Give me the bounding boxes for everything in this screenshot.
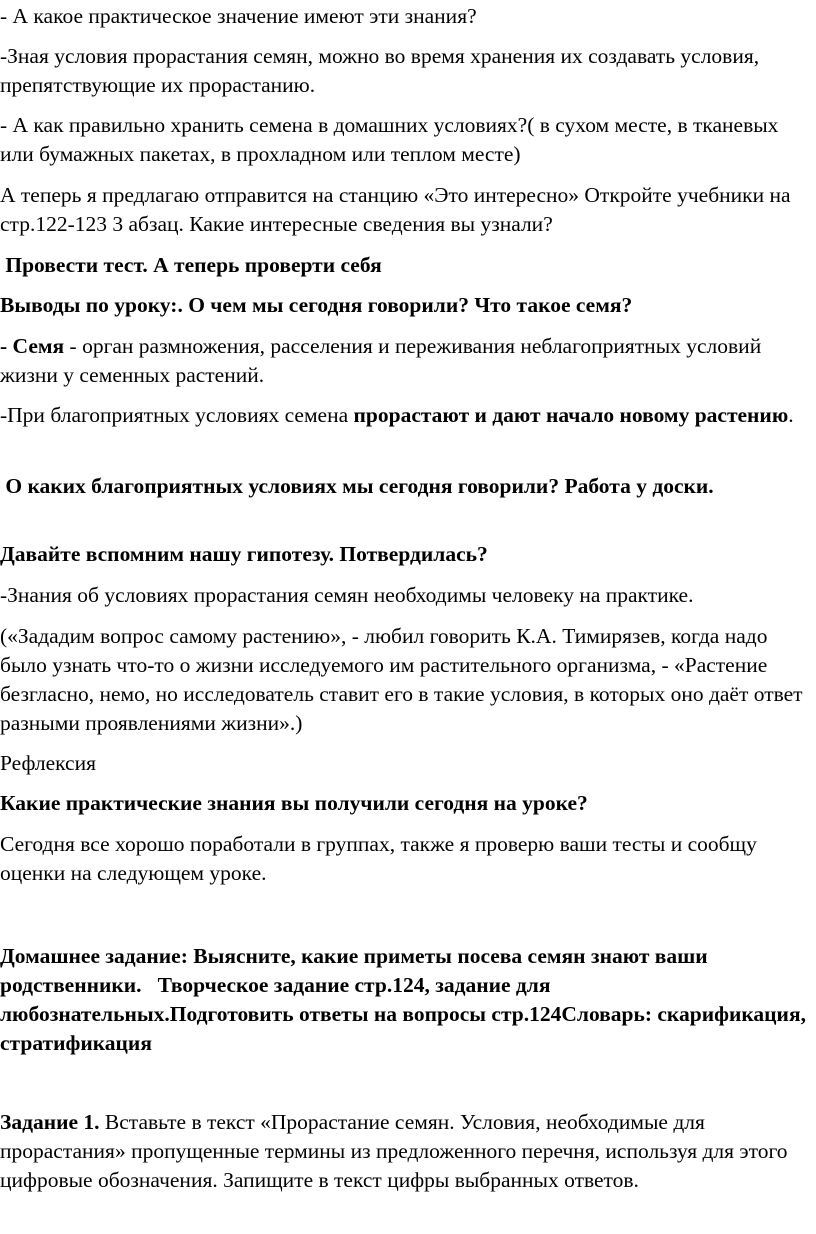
text-run: -При благоприятных условиях семена bbox=[0, 403, 354, 427]
paragraph-question-practical-value bbox=[0, 2, 812, 31]
text-run: («Зададим вопрос самому растению», - любил говорить К.А. Тимирязев, когда надо было узнать что-то о жизни исследуемого им растительного организма, - «Растение безгласно, немо, но исследователь ставит его в такие условия, в которых оно даёт ответ разными проявлениями жизни».) bbox=[0, 624, 803, 735]
paragraph-favorable-conditions bbox=[0, 401, 812, 430]
paragraph-practical-knowledge-question bbox=[0, 789, 812, 818]
text-run: -Знания об условиях прорастания семян необходимы человеку на практике. bbox=[0, 583, 694, 607]
paragraph-teacher-summary bbox=[0, 830, 812, 888]
paragraph-home-storage-question bbox=[0, 111, 812, 169]
text-run: Выводы по уроку:. О чем мы сегодня говорили? Что такое семя? bbox=[0, 293, 633, 317]
paragraph-lesson-conclusions bbox=[0, 291, 812, 320]
text-run: -Зная условия прорастания семян, можно во время хранения их создавать условия, препятствующие их прорастанию. bbox=[0, 44, 760, 97]
text-run: Домашнее задание: Выясните, какие приметы посева семян знают ваши родственники. Творческое задание стр.124, задание для любознательных.Подготовить ответы на вопросы стр.124Словарь: скарификация, стратификация bbox=[0, 944, 812, 1055]
text-run: . bbox=[788, 403, 794, 427]
paragraph-timiryazev-quote bbox=[0, 622, 812, 738]
text-run: - орган размножения, расселения и переживания неблагоприятных условий жизни у семенных растений. bbox=[0, 334, 762, 387]
paragraph-homework bbox=[0, 942, 812, 1058]
task-label: Задание 1. bbox=[0, 1110, 100, 1134]
text-run-bold: прорастают и дают начало новому растению bbox=[353, 403, 789, 427]
paragraph-seed-definition bbox=[0, 332, 812, 390]
paragraph-reflection bbox=[0, 749, 812, 778]
text-run: Давайте вспомним нашу гипотезу. Потвердилась? bbox=[0, 542, 488, 566]
paragraph-seed-storage-conditions bbox=[0, 42, 812, 100]
paragraph-conditions-question bbox=[0, 472, 812, 501]
text-run: Какие практические знания вы получили сегодня на уроке? bbox=[0, 791, 588, 815]
text-run: - А какое практическое значение имеют эти знания? bbox=[0, 4, 477, 28]
paragraph-knowledge-practice bbox=[0, 581, 812, 610]
paragraph-interesting-station bbox=[0, 181, 812, 239]
text-run: Рефлексия bbox=[0, 751, 96, 775]
paragraph-task-1 bbox=[0, 1108, 812, 1195]
text-run: О каких благоприятных условиях мы сегодня говорили? Работа у доски. bbox=[0, 474, 714, 498]
text-run: - А как правильно хранить семена в домашних условиях?( в сухом месте, в тканевых или бумажных пакетах, в прохладном или теплом месте) bbox=[0, 113, 779, 166]
text-run: Сегодня все хорошо поработали в группах, также я проверю ваши тесты и сообщу оценки на следующем уроке. bbox=[0, 832, 757, 885]
text-run: Провести тест. А теперь проверти себя bbox=[0, 253, 382, 277]
paragraph-test-heading bbox=[0, 251, 812, 280]
term-seed: - Семя bbox=[0, 334, 65, 358]
text-run: Вставьте в текст «Прорастание семян. Условия, необходимые для прорастания» пропущенные термины из предложенного перечня, используя для этого цифровые обозначения. Запищите в текст цифры выбранных ответов. bbox=[0, 1110, 788, 1192]
text-run: А теперь я предлагаю отправится на станцию «Это интересно» Откройте учебники на стр.122-123 3 абзац. Какие интересные сведения вы узнали? bbox=[0, 183, 791, 236]
paragraph-hypothesis bbox=[0, 540, 812, 569]
